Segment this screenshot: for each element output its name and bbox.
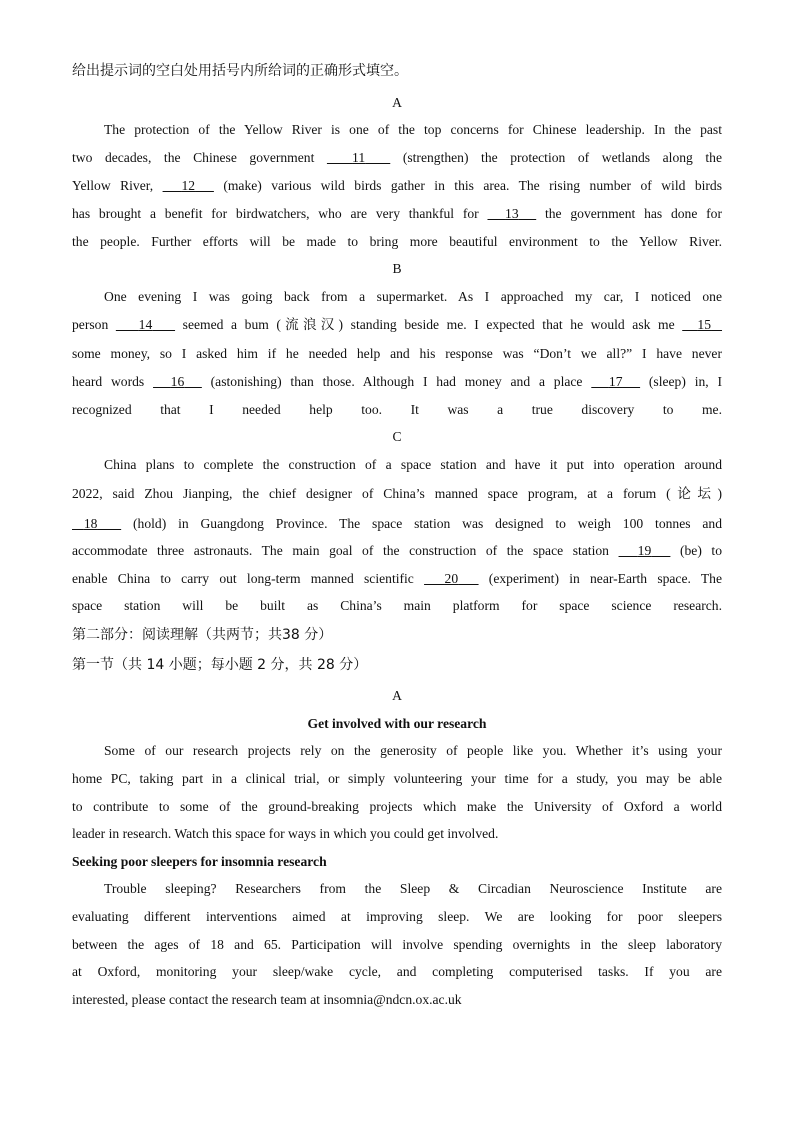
passage-line: The protection of the Yellow River is one of the top concerns for Chinese leadership. In the past (104, 122, 722, 137)
passage-c-label: C (392, 429, 402, 444)
reading-line: home PC, taking part in a clinical trial, or simply volunteering your time for a study, you may be able (72, 771, 722, 786)
reading-line: between the ages of 18 and 65. Participation will involve spending overnights in the sleep laboratory (72, 937, 722, 952)
reading-line: evaluating different interventions aimed at improving sleep. We are looking for poor sleepers (72, 909, 722, 924)
passage-line: space station will be built as China’s main platform for space science research. (72, 598, 722, 613)
blank-12: 12 (181, 178, 196, 193)
passage-line: heard words 16 (astonishing) than those. Although I had money and a place 17 (sleep) in, I (72, 374, 722, 389)
reading-line: Trouble sleeping? Researchers from the Sleep & Circadian Neuroscience Institute are (104, 881, 722, 896)
passage-line: accommodate three astronauts. The main goal of the construction of the space station 19 (be) to (72, 543, 722, 558)
blank-19: 19 (637, 543, 652, 558)
passage-line: person 14 seemed a bum (流浪汉) standing beside me. I expected that he would ask me 15 (72, 316, 722, 334)
passage-line: 18 (hold) in Guangdong Province. The space station was designed to weigh 100 tonnes and (72, 515, 722, 533)
blank-13: 13 (505, 206, 519, 221)
reading-subheading: Seeking poor sleepers for insomnia research (72, 854, 327, 869)
instruction-text: 给出提示词的空白处用括号内所给词的正确形式填空。 (72, 63, 408, 79)
blank-11: 11 (352, 150, 366, 165)
passage-line: has brought a benefit for birdwatchers, who are very thankful for 13 the government has done for (72, 206, 723, 221)
reading-line: Some of our research projects rely on the generosity of people like you. Whether it’s using your (104, 743, 722, 758)
passage-line: two decades, the Chinese government 11 (strengthen) the protection of wetlands along the (72, 150, 723, 165)
reading-a-label: A (392, 688, 402, 703)
passage-line: some money, so I asked him if he needed help and his response was “Don’t we all?” I have never (72, 346, 722, 361)
reading-line: interested, please contact the research team at insomnia@ndcn.ox.ac.uk (72, 992, 462, 1007)
passage-line: One evening I was going back from a supermarket. As I approached my car, I noticed one (104, 289, 722, 304)
passage-line: Yellow River, 12 (make) various wild birds gather in this area. The rising number of wild birds (72, 178, 723, 193)
reading-line: at Oxford, monitoring your sleep/wake cycle, and completing computerised tasks. If you are (72, 964, 722, 979)
blank-16: 16 (170, 374, 185, 389)
reading-title: Get involved with our research (307, 716, 487, 731)
section1-heading: 第一节（共 14 小题；每小题 2 分，共 28 分） (72, 657, 368, 673)
blank-18: 18 (83, 516, 98, 531)
passage-line: China plans to complete the construction of a space station and have it put into operation around (104, 457, 722, 472)
reading-line: leader in research. Watch this space for ways in which you could get involved. (72, 826, 499, 841)
part2-heading: 第二部分：阅读理解（共两节；共38 分） (72, 627, 333, 643)
passage-line: 2022, said Zhou Jianping, the chief designer of China’s manned space program, at a forum (论坛) (72, 486, 722, 501)
blank-20: 20 (444, 571, 459, 586)
passage-line: recognized that I needed help too. It was a true discovery to me. (72, 402, 722, 417)
reading-line: to contribute to some of the ground-breaking projects which make the University of Oxford a world (72, 799, 722, 814)
passage-line: the people. Further efforts will be made to bring more beautiful environment to the Yellow River. (72, 234, 722, 249)
blank-17: 17 (608, 374, 623, 389)
blank-14: 14 (138, 317, 153, 332)
passage-line: enable China to carry out long-term manned scientific 20 (experiment) in near-Earth space. The (72, 571, 723, 586)
passage-b-label: B (392, 261, 402, 276)
passage-a-label: A (392, 95, 402, 110)
blank-15: 15 (697, 317, 712, 332)
